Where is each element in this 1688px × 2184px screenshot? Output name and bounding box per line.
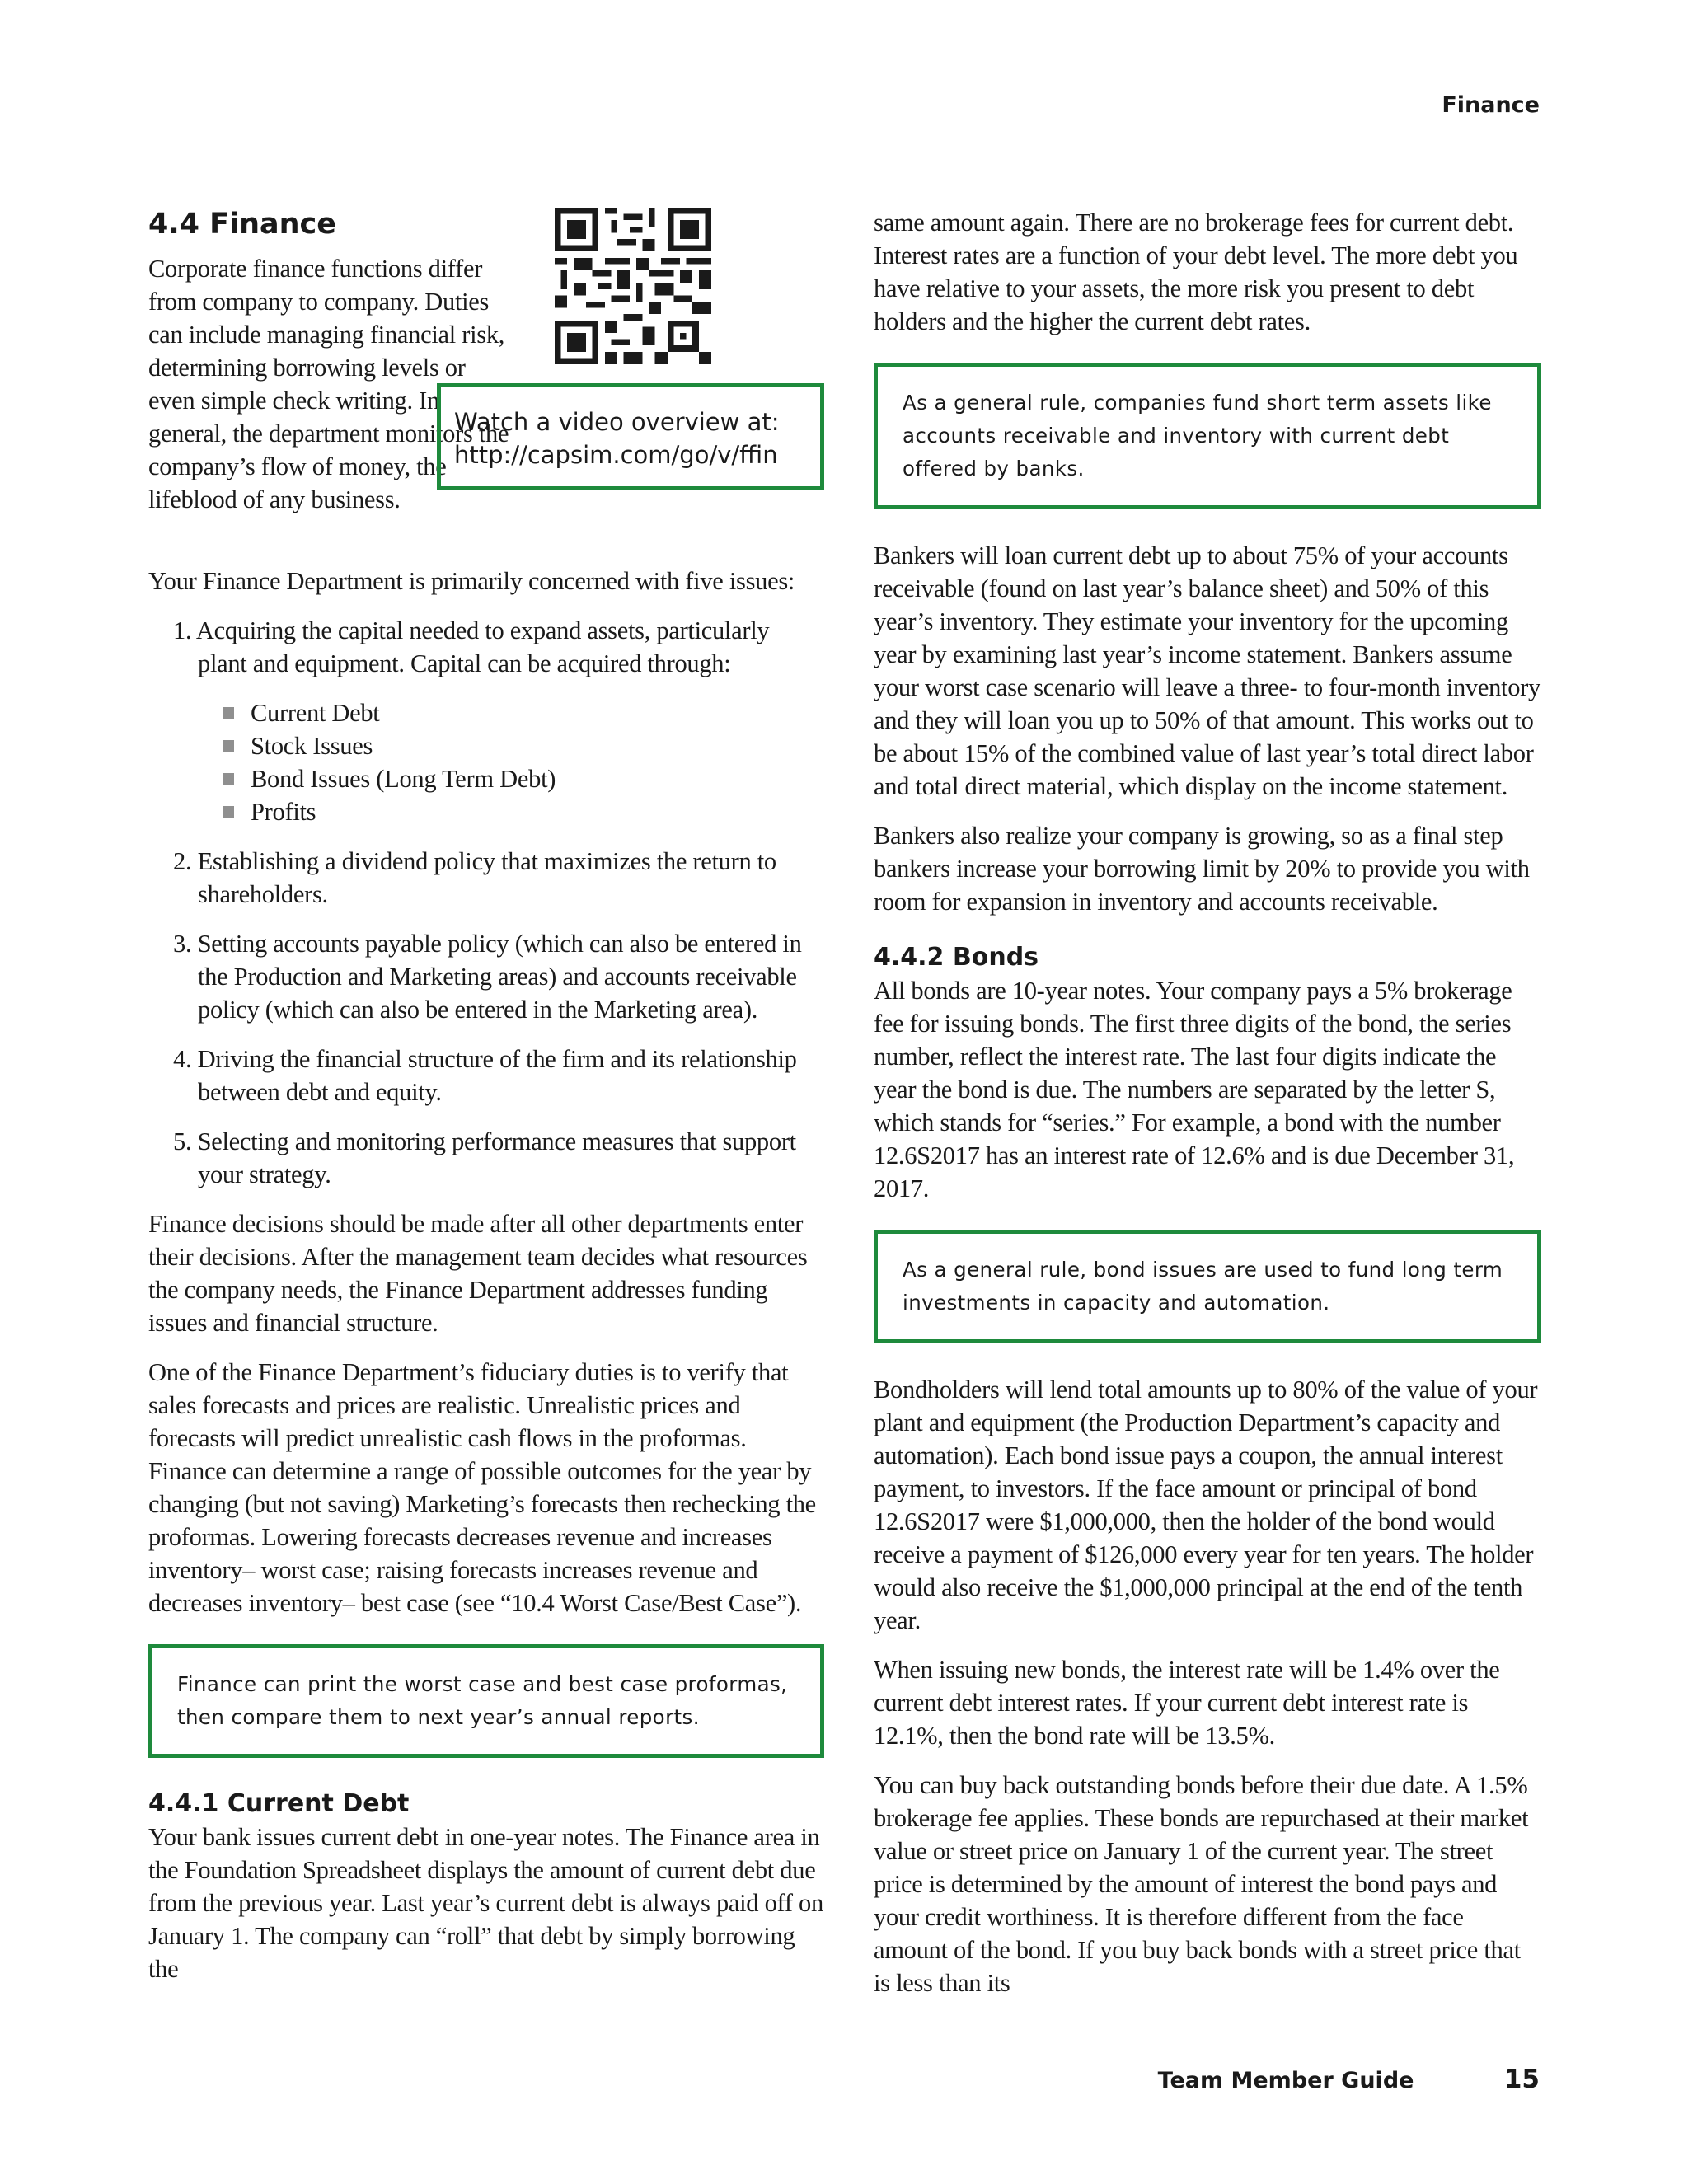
buyback-paragraph: You can buy back outstanding bonds before their due date. A 1.5% brokerage fee applies. These bonds are repurchased at their market value or street price on January 1 of the current year. The street price is determined by the amount of interest the bond pays and your credit worthiness. It is therefore different from the face amount of the bond. If you buy back bonds with a street price that is less than its bbox=[874, 1771, 1529, 1997]
square-bullet-icon bbox=[223, 773, 234, 785]
subsection-title-current-debt: 4.4.1 Current Debt bbox=[148, 1789, 410, 1818]
bankers-growth-paragraph: Bankers also realize your company is growing, so as a final step bankers increase your borrowing limit by 20% to provide you with room for expansion in inventory and accounts receivable. bbox=[874, 822, 1530, 916]
guide-title: Team Member Guide bbox=[1157, 2068, 1414, 2093]
decisions-paragraph: Finance decisions should be made after all other departments enter their decisions. After the management team decides what resources the company needs, the Finance Department addresses funding issues and financial structure. bbox=[148, 1210, 808, 1337]
current-debt-continued: same amount again. There are no brokerage fees for current debt. Interest rates are a function of your debt level. The more debt you have relative to your assets, the more risk you present to debt holders and the higher the current debt rates. bbox=[874, 209, 1518, 335]
intro-block bbox=[148, 206, 824, 565]
intro-text: Corporate finance functions differ from company to company. Duties can include managing financial risk, determining borrowing levels or even simple check writing. In general, the department monitors the company’s flow of money, the lifeblood of any business. bbox=[148, 255, 509, 513]
issue-text: 1. Acquiring the capital needed to expand assets, particularly plant and equipment. Capital can be acquired through: bbox=[173, 616, 770, 677]
capital-source-item: Current Debt bbox=[223, 696, 824, 729]
issue-item: 4. Driving the financial structure of the firm and its relationship between debt and equity. bbox=[173, 1045, 797, 1106]
issue-item: 5. Selecting and monitoring performance measures that support your strategy. bbox=[173, 1127, 796, 1188]
page-number: 15 bbox=[1503, 2064, 1540, 2094]
running-header: Finance bbox=[1442, 92, 1540, 118]
left-column bbox=[148, 206, 824, 2002]
subsection-title-bonds: 4.4.2 Bonds bbox=[874, 943, 1039, 972]
bondholders-paragraph: Bondholders will lend total amounts up to 80% of the value of your plant and equipment (the Production Department’s capacity and automation). Each bond issue pays a coupon, the annual interest payment, to investors. If the face amount or principal of bond 12.6S2017 were $1,000,000, then the holder of the bond would receive a payment of $126,000 every year for ten years. The holder would also receive the $1,000,000 principal at the end of the tenth year. bbox=[874, 1376, 1538, 1634]
new-bonds-paragraph: When issuing new bonds, the interest rate will be 1.4% over the current debt interest rates. If your current debt interest rate is 12.1%, then the bond rate will be 13.5%. bbox=[874, 1656, 1500, 1750]
capital-source-item: Stock Issues bbox=[223, 729, 824, 762]
bankers-loan-paragraph: Bankers will loan current debt up to about 75% of your accounts receivable (found on last year’s balance sheet) and 50% of this year’s inventory. They estimate your inventory for the upcoming year by examining last year’s income statement. Bankers assume your worst case scenario will leave a three- to four-month inventory and they will loan you up to 50% of that amount. This works out to be about 15% of the combined value of last year’s total direct labor and total direct material, which display on the income statement. bbox=[874, 541, 1540, 800]
tip-box-current-debt: As a general rule, companies fund short term assets like accounts receivable and inventory with current debt offered by banks. bbox=[874, 363, 1541, 509]
issue-item: 3. Setting accounts payable policy (which can also be entered in the Production and Marketing areas) and accounts receivable policy (which can also be entered in the Marketing area). bbox=[173, 930, 802, 1024]
right-column bbox=[874, 206, 1541, 2016]
issue-item bbox=[173, 614, 824, 828]
square-bullet-icon bbox=[223, 806, 234, 818]
capital-sources-list bbox=[198, 696, 824, 828]
issues-intro: Your Finance Department is primarily concerned with five issues: bbox=[148, 567, 795, 595]
issue-item: 2. Establishing a dividend policy that maximizes the return to shareholders. bbox=[173, 847, 776, 908]
video-label: Watch a video overview at: bbox=[454, 408, 780, 436]
fiduciary-paragraph: One of the Finance Department’s fiduciary duties is to verify that sales forecasts and prices are realistic. Unrealistic prices and forecasts will predict unrealistic cash flows in the proformas. Finance can determine a range of possible outcomes for the year by changing (but not saving) Marketing’s forecasts then rechecking the proformas. Lowering forecasts decreases revenue and increases inventory– worst case; raising forecasts increases revenue and decreases inventory– best case (see “10.4 Worst Case/Best Case”). bbox=[148, 1358, 816, 1617]
bonds-paragraph: All bonds are 10-year notes. Your company pays a 5% brokerage fee for issuing bonds. The first three digits of the bond, the series number, reflect the interest rate. The last four digits indicate the year the bond is due. The numbers are separated by the letter S, which stands for “series.” For example, a bond with the number 12.6S2017 has an interest rate of 12.6% and is due December 31, 2017. bbox=[874, 977, 1515, 1202]
square-bullet-icon bbox=[223, 740, 234, 752]
video-link[interactable]: http://capsim.com/go/v/ffin bbox=[454, 441, 778, 469]
tip-box-proformas: Finance can print the worst case and best case proformas, then compare them to next year’s annual reports. bbox=[148, 1644, 824, 1758]
video-overview-box[interactable] bbox=[437, 383, 824, 490]
tip-box-bonds: As a general rule, bond issues are used to fund long term investments in capacity and automation. bbox=[874, 1230, 1541, 1343]
current-debt-paragraph: Your bank issues current debt in one-year notes. The Finance area in the Foundation Spreadsheet displays the amount of current debt due from the previous year. Last year’s current debt is always paid off on January 1. The company can “roll” that debt by simply borrowing the bbox=[148, 1823, 823, 1983]
square-bullet-icon bbox=[223, 707, 234, 719]
capital-source-item: Bond Issues (Long Term Debt) bbox=[223, 762, 824, 795]
qr-code-icon[interactable] bbox=[555, 208, 711, 364]
issues-list bbox=[148, 614, 824, 1191]
capital-source-item: Profits bbox=[223, 795, 824, 828]
continued-text-spacer bbox=[874, 206, 1541, 338]
page-footer bbox=[1158, 2064, 1540, 2094]
section-title: 4.4 Finance bbox=[148, 208, 337, 241]
